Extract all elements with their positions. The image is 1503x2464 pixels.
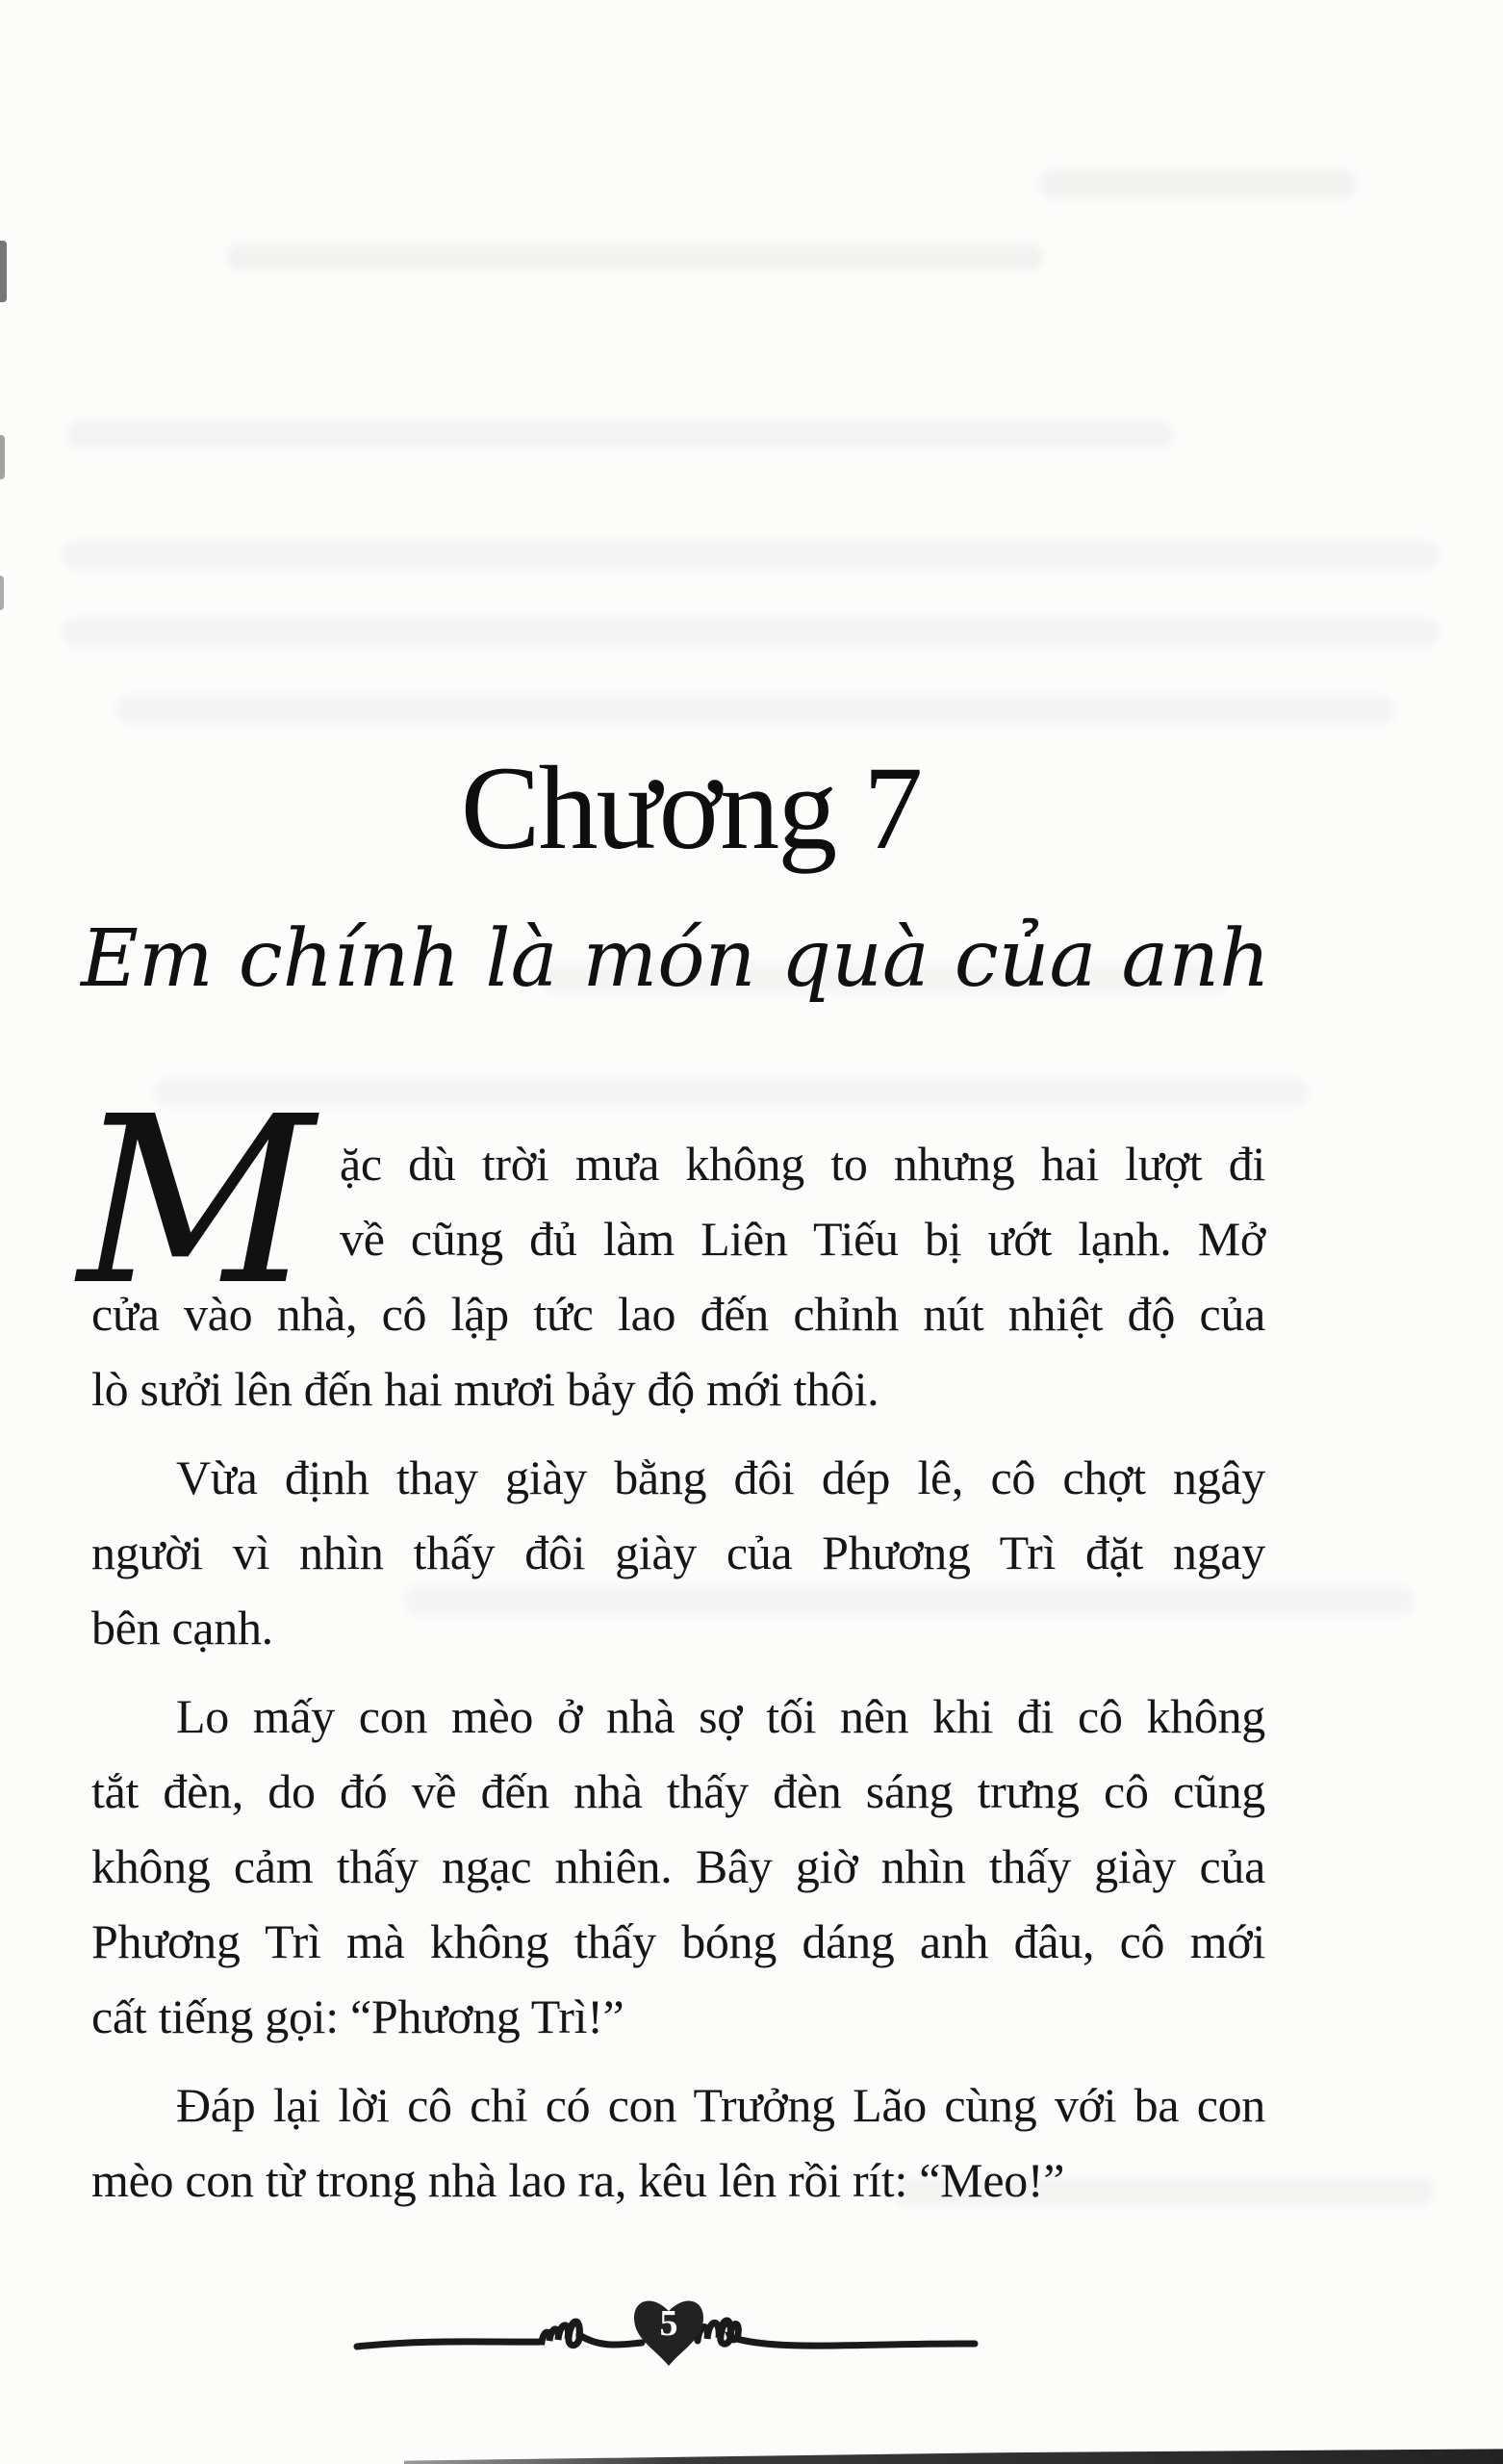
chapter-heading: Chương 7 — [460, 742, 922, 874]
body-line: Vừa định thay giày bằng đôi dép lê, cô chợt ngây — [176, 1450, 1265, 1504]
scan-edge-mark — [0, 241, 7, 302]
bleedthrough-artifact — [154, 1078, 1309, 1107]
body-line: mèo con từ trong nhà lao ra, kêu lên rồi rít: “Meo!” — [91, 2153, 1065, 2207]
paragraph — [78, 1066, 1265, 1426]
bleedthrough-artifact — [226, 243, 1044, 271]
chapter-title: Em chính là món quà của anh — [81, 913, 1270, 1005]
scan-edge-mark — [0, 576, 4, 610]
paragraph — [91, 1679, 1265, 2054]
body-line: ặc dù trời mưa không to nhưng hai lượt đi — [340, 1137, 1265, 1191]
bleedthrough-artifact — [63, 618, 1439, 647]
divider-squiggle-left — [357, 2322, 642, 2347]
divider-squiggle-right — [698, 2321, 975, 2346]
bleedthrough-artifact — [63, 541, 1439, 570]
bleedthrough-artifact — [115, 695, 1395, 724]
body-line: cất tiếng gọi: “Phương Trì!” — [91, 1989, 624, 2043]
body-line: cửa vào nhà, cô lập tức lao đến chỉnh nút nhiệt độ của — [91, 1287, 1265, 1341]
body-line: Phương Trì mà không thấy bóng dáng anh đâu, cô mới — [91, 1914, 1265, 1968]
body-line: không cảm thấy ngạc nhiên. Bây giờ nhìn thấy giày của — [91, 1839, 1265, 1893]
body-line: người vì nhìn thấy đôi giày của Phương Trì đặt ngay — [91, 1526, 1265, 1579]
body-line: lò sưởi lên đến hai mươi bảy độ mới thôi. — [91, 1362, 879, 1416]
footer-divider — [351, 2272, 981, 2392]
scan-edge-mark — [0, 435, 5, 479]
paragraph — [91, 1440, 1265, 1665]
bleedthrough-artifact — [1039, 169, 1357, 198]
body-text — [78, 1066, 1265, 2231]
page-number: 5 — [659, 2303, 678, 2344]
paragraph — [91, 2067, 1265, 2218]
scan-bottom-edge — [404, 2448, 1503, 2464]
body-line: Lo mấy con mèo ở nhà sợ tối nên khi đi cô không — [176, 1689, 1265, 1743]
body-line: bên cạnh. — [91, 1601, 273, 1655]
body-line: tắt đèn, do đó về đến nhà thấy đèn sáng trưng cô cũng — [91, 1764, 1265, 1818]
body-line: về cũng đủ làm Liên Tiếu bị ướt lạnh. Mở — [340, 1212, 1265, 1266]
bleedthrough-artifact — [67, 420, 1174, 449]
drop-cap: M — [78, 1066, 315, 1336]
body-line: Đáp lại lời cô chỉ có con Trưởng Lão cùng với ba con — [176, 2078, 1265, 2132]
